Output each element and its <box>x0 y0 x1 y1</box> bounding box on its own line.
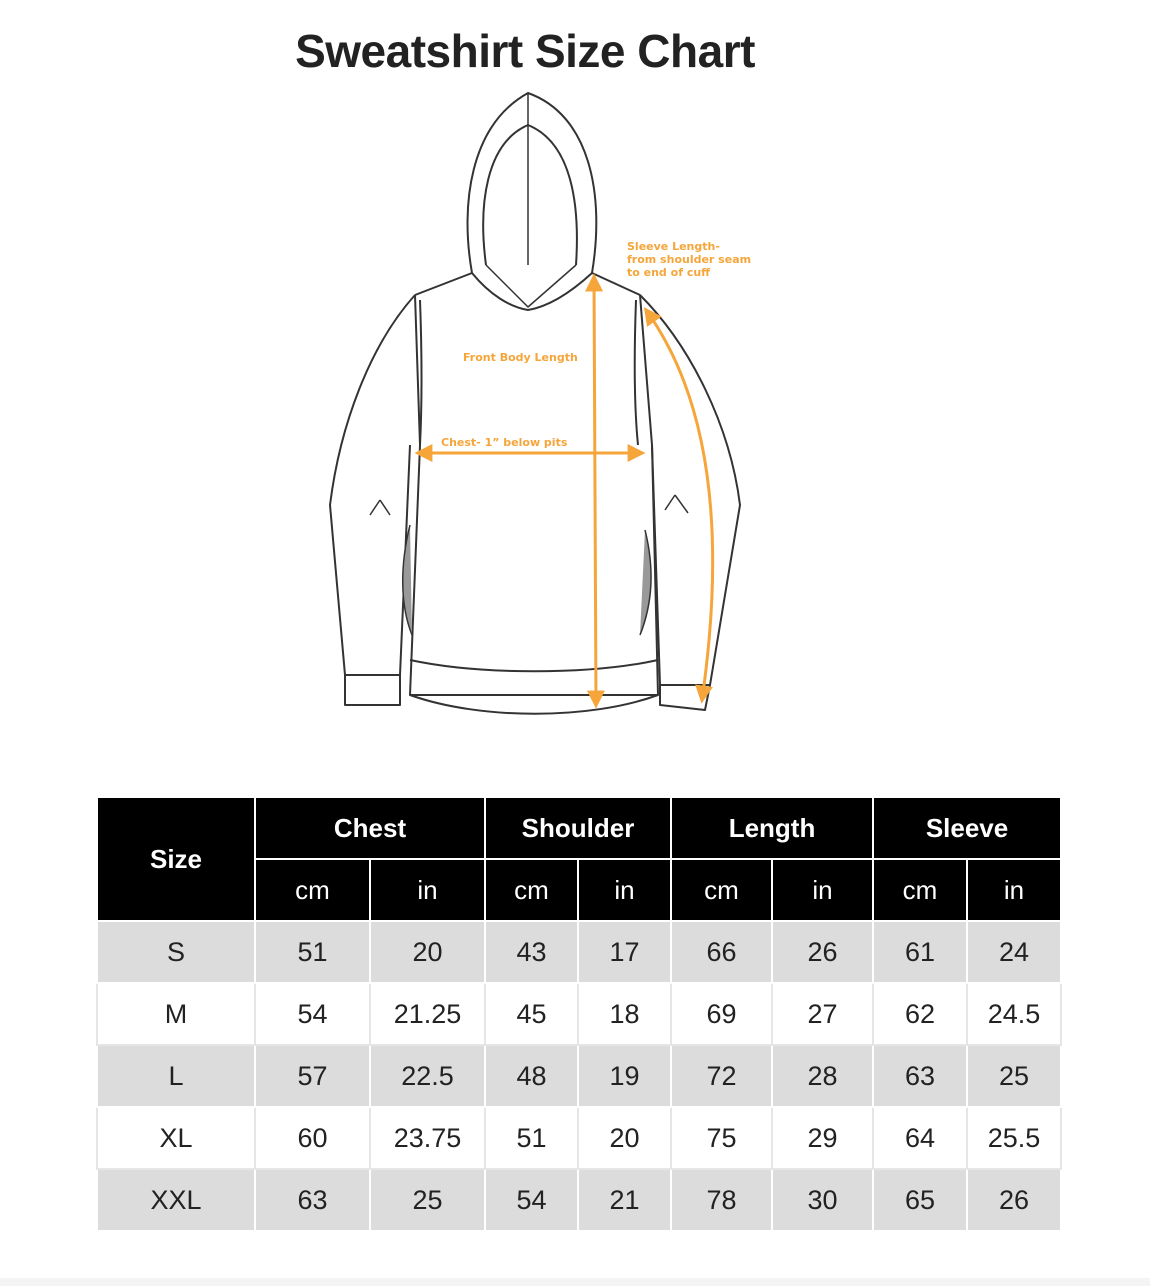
value-cell: 24.5 <box>967 983 1061 1045</box>
size-cell: XL <box>97 1107 255 1169</box>
value-cell: 18 <box>578 983 671 1045</box>
value-cell: 65 <box>873 1169 967 1231</box>
chest-header: Chest <box>255 797 485 859</box>
unit-header: in <box>772 859 873 921</box>
sleeve-header: Sleeve <box>873 797 1061 859</box>
value-cell: 54 <box>485 1169 578 1231</box>
page-title: Sweatshirt Size Chart <box>295 25 755 77</box>
table-row <box>97 983 1061 1045</box>
value-cell: 62 <box>873 983 967 1045</box>
size-chart-table <box>96 796 1062 1232</box>
value-cell: 26 <box>772 921 873 983</box>
unit-header: cm <box>671 859 772 921</box>
size-cell: L <box>97 1045 255 1107</box>
value-cell: 28 <box>772 1045 873 1107</box>
value-cell: 45 <box>485 983 578 1045</box>
value-cell: 69 <box>671 983 772 1045</box>
value-cell: 25 <box>967 1045 1061 1107</box>
unit-header: cm <box>873 859 967 921</box>
value-cell: 51 <box>485 1107 578 1169</box>
unit-header: cm <box>255 859 370 921</box>
value-cell: 24 <box>967 921 1061 983</box>
value-cell: 66 <box>671 921 772 983</box>
table-row <box>97 1169 1061 1231</box>
unit-header: in <box>578 859 671 921</box>
value-cell: 61 <box>873 921 967 983</box>
value-cell: 78 <box>671 1169 772 1231</box>
value-cell: 30 <box>772 1169 873 1231</box>
value-cell: 25 <box>370 1169 485 1231</box>
table-row <box>97 1107 1061 1169</box>
hoodie-icon <box>300 85 780 725</box>
value-cell: 26 <box>967 1169 1061 1231</box>
value-cell: 20 <box>370 921 485 983</box>
table-row <box>97 1045 1061 1107</box>
front-body-length-annotation: Front Body Length <box>463 351 578 364</box>
value-cell: 23.75 <box>370 1107 485 1169</box>
table-row <box>97 921 1061 983</box>
value-cell: 75 <box>671 1107 772 1169</box>
chest-annotation: Chest- 1” below pits <box>441 436 568 449</box>
value-cell: 22.5 <box>370 1045 485 1107</box>
size-cell: XXL <box>97 1169 255 1231</box>
value-cell: 57 <box>255 1045 370 1107</box>
value-cell: 21 <box>578 1169 671 1231</box>
value-cell: 51 <box>255 921 370 983</box>
size-cell: S <box>97 921 255 983</box>
header-row <box>97 797 1061 859</box>
value-cell: 63 <box>255 1169 370 1231</box>
sleeve-annotation-line-3: to end of cuff <box>627 266 711 279</box>
value-cell: 19 <box>578 1045 671 1107</box>
shoulder-header: Shoulder <box>485 797 671 859</box>
unit-header: in <box>967 859 1061 921</box>
value-cell: 54 <box>255 983 370 1045</box>
value-cell: 17 <box>578 921 671 983</box>
sleeve-annotation-line-1: Sleeve Length- <box>627 240 720 253</box>
hoodie-illustration <box>300 85 780 725</box>
value-cell: 48 <box>485 1045 578 1107</box>
value-cell: 29 <box>772 1107 873 1169</box>
length-header: Length <box>671 797 873 859</box>
value-cell: 25.5 <box>967 1107 1061 1169</box>
value-cell: 63 <box>873 1045 967 1107</box>
value-cell: 72 <box>671 1045 772 1107</box>
unit-header: cm <box>485 859 578 921</box>
sleeve-annotation-line-2: from shoulder seam <box>627 253 752 266</box>
value-cell: 27 <box>772 983 873 1045</box>
unit-header: in <box>370 859 485 921</box>
size-cell: M <box>97 983 255 1045</box>
bottom-divider <box>0 1278 1150 1286</box>
value-cell: 60 <box>255 1107 370 1169</box>
size-header: Size <box>97 797 255 921</box>
value-cell: 64 <box>873 1107 967 1169</box>
value-cell: 20 <box>578 1107 671 1169</box>
value-cell: 21.25 <box>370 983 485 1045</box>
value-cell: 43 <box>485 921 578 983</box>
